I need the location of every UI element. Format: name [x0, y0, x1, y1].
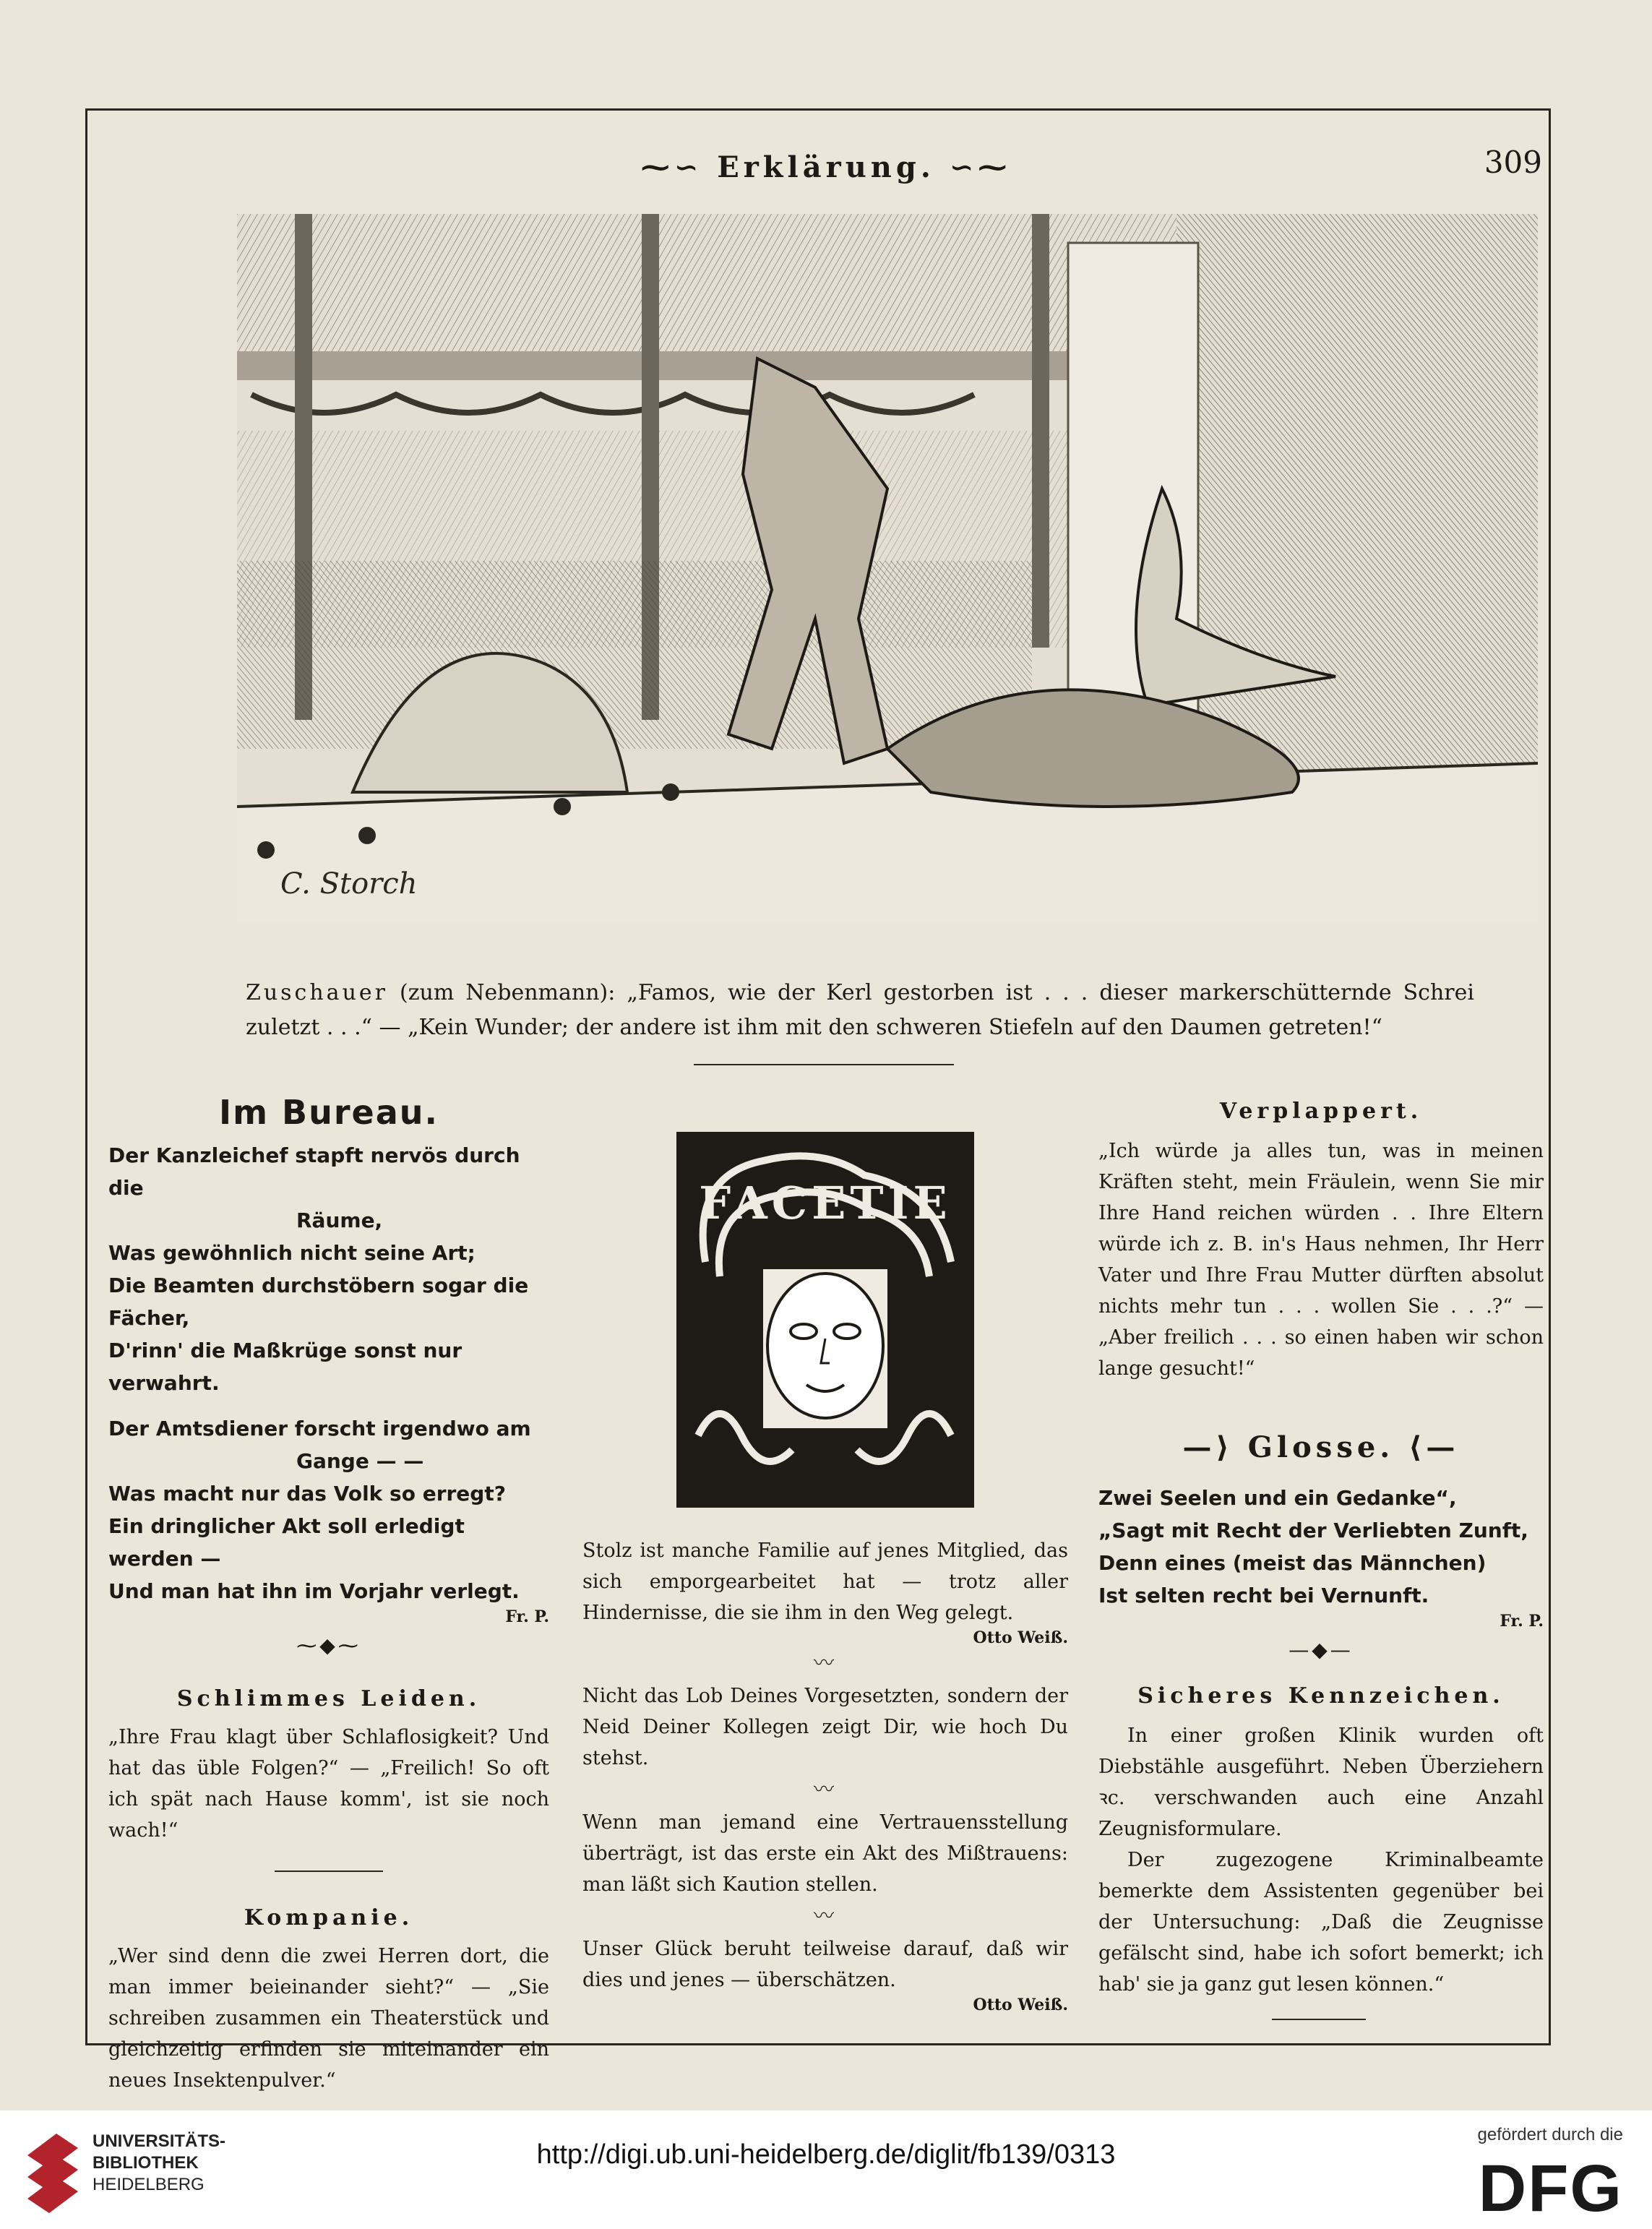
kennzeichen-paragraph: In einer großen Klinik wurden oft Diebstähle ausgeführt. Neben Überziehern ꝛc. verschwanden auch eine Anzahl Zeugnisformulare. [1098, 1725, 1544, 1840]
schlimmes-leiden-text: „Ihre Frau klagt über Schlaflosigkeit? Und hat das üble Folgen?“ — „Freilich! So oft ich spät nach Hause komm', ist sie noch wach!“ [108, 1726, 549, 1842]
poem-line: Gange — — [296, 1449, 424, 1473]
aphorism [582, 1933, 1068, 1996]
aphorism [582, 1807, 1068, 1900]
ornament-divider: ⁓◆⁓ [296, 1633, 361, 1657]
ornament-divider: 〰 [813, 1904, 837, 1928]
caption-text: (zum Nebenmann): „Famos, wie der Kerl gestorben ist . . . dieser markerschütternde Schrei zuletzt . . .“ — „Kein Wunder; der andere ist ihm mit den schweren Stiefeln auf den Daumen getreten!“ [246, 980, 1474, 1040]
kennzeichen-paragraph: Der zugezogene Kriminalbeamte bemerkte dem Assistenten gegenüber bei der Untersuchung: „Daß die Zeugnisse gefälscht sind, habe ich sofort bemerkt; ich hab' sie ja ganz gut lesen können.“ [1098, 1849, 1544, 1996]
aphorism-text: Nicht das Lob Deines Vorgesetzten, sondern der Neid Deiner Kollegen zeigt Dir, wie hoch Du stehst. [582, 1685, 1068, 1769]
ornament-divider: 〰 [813, 1777, 837, 1801]
ornament-divider: 〰 [813, 1651, 837, 1675]
audience-crowd [237, 561, 1032, 749]
aphorism [582, 1680, 1068, 1774]
mask-face [767, 1274, 883, 1418]
illustration-signature: C. Storch [280, 867, 418, 901]
caption-speaker: Zuschauer [246, 980, 388, 1005]
poem-line: Was gewöhnlich nicht seine Art; [108, 1241, 476, 1265]
library-line: BIBLIOTHEK [93, 2153, 199, 2173]
page-number: 309 [1484, 145, 1542, 180]
poem-line: Und man hat ihn im Vorjahr verlegt. [108, 1579, 520, 1603]
source-url-link[interactable]: http://digi.ub.uni-heidelberg.de/diglit/fb139/0313 [536, 2139, 1116, 2170]
left-column [108, 1093, 549, 2118]
aphorism-signature: Otto Weiß. [973, 1996, 1068, 2014]
poem-line: Ein dringlicher Akt soll erledigt werden — [108, 1514, 465, 1571]
glosse-title-text: Glosse. [1247, 1430, 1395, 1464]
ornament-left: ⁓∽ [640, 150, 718, 184]
aphorism-text: Wenn man jemand eine Vertrauensstellung überträgt, ist das erste ein Akt des Mißtrauens: man läßt sich Kaution stellen. [582, 1811, 1068, 1896]
ornament-right: ∽⁓ [934, 150, 1012, 184]
kompanie-title: Kompanie. [244, 1905, 414, 1930]
poem-line: Räume, [296, 1208, 383, 1232]
im-bureau-signature: Fr. P. [505, 1607, 549, 1626]
glosse-poem [1098, 1482, 1544, 1612]
poem-line: D'rinn' die Maßkrüge sonst nur verwahrt. [108, 1339, 463, 1395]
poem-line: Zwei Seelen und ein Gedanke“, [1098, 1486, 1457, 1510]
sicheres-kennzeichen-title: Sicheres Kennzeichen. [1137, 1683, 1505, 1709]
kompanie-text: „Wer sind denn die zwei Herren dort, die man immer beieinander sieht?“ — „Sie schreiben zusammen ein Theaterstück und gleichzeitig erfinden sie miteinander ein neues Insektenpulver.“ [108, 1945, 549, 2092]
section-rule [275, 1871, 383, 1872]
arrow-ornament: ⟨— [1394, 1430, 1460, 1464]
poem-line: Denn eines (meist das Männchen) [1098, 1551, 1487, 1575]
poem-line: Der Amtsdiener forscht irgendwo am [108, 1417, 531, 1440]
funding-caption: gefördert durch die [1477, 2125, 1623, 2144]
schlimmes-leiden-title: Schlimmes Leiden. [176, 1686, 481, 1712]
aphorism-text: Stolz ist manche Familie auf jenes Mitglied, das sich emporgearbeitet hat — trotz aller Hindernisse, die sie ihm in den Weg gelegt. [582, 1539, 1068, 1624]
glosse-title [1098, 1430, 1544, 1464]
verplappert-text: „Ich würde ja alles tun, was in meinen Kräften steht, mein Fräulein, wenn Sie mir Ihre Hand reichen würden . . Ihre Eltern würde ich z. B. in's Haus nehmen, Ihr Herr Vater und Ihre Frau Mutter dürften absolut nichts mehr tun . . . wollen Sie . . .?“ — „Aber freilich . . . so einen haben wir schon lange gesucht!“ [1098, 1140, 1544, 1380]
pillar [1032, 214, 1049, 648]
aphorism-text: Unser Glück beruht teilweise darauf, daß wir dies und jenes — überschätzen. [582, 1938, 1068, 1991]
im-bureau-poem [108, 1139, 549, 1607]
aphorism-signature: Otto Weiß. [973, 1628, 1068, 1647]
verplappert-title: Verplappert. [1219, 1099, 1423, 1124]
poem-line: Der Kanzleichef stapft nervös durch die [108, 1143, 520, 1200]
theater-illustration [237, 214, 1538, 922]
illustration-caption [246, 976, 1474, 1045]
ornament-divider: —◆— [1289, 1638, 1354, 1662]
dfg-logo: DFG [1478, 2152, 1623, 2225]
aphorism [582, 1535, 1068, 1628]
page-header [0, 150, 1652, 184]
glosse-signature: Fr. P. [1500, 1612, 1544, 1631]
poem-line: Was macht nur das Volk so erregt? [108, 1482, 506, 1506]
poem-line: Ist selten recht bei Vernunft. [1098, 1584, 1429, 1607]
arrow-ornament: —⟩ [1182, 1430, 1248, 1464]
library-line: HEIDELBERG [93, 2175, 205, 2194]
stage-curtain [1176, 214, 1538, 792]
im-bureau-title: Im Bureau. [218, 1093, 439, 1132]
right-column [1098, 1099, 1544, 2020]
poem-line: Die Beamten durchstöbern sogar die Fächer, [108, 1274, 529, 1330]
poem-line: „Sagt mit Recht der Verliebten Zunft, [1098, 1519, 1528, 1542]
caption-rule [694, 1064, 954, 1065]
section-rule [1272, 2019, 1366, 2020]
library-line: UNIVERSITÄTS- [93, 2131, 226, 2151]
header-title: Erklärung. [717, 150, 935, 184]
facetie-emblem [676, 1132, 974, 1508]
middle-column [582, 1535, 1068, 2014]
emblem-word: FACETIE [699, 1177, 952, 1229]
